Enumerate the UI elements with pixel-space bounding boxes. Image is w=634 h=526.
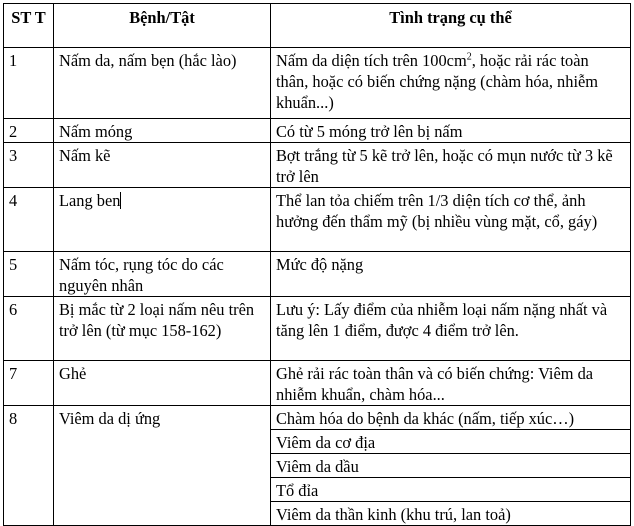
row-stt: 2	[4, 119, 54, 143]
disease-table	[3, 3, 631, 526]
row-condition: Nấm da diện tích trên $100cm^2$, hoặc rải rác toàn thân, hoặc có biến chứng nặng (chàm hóa, nhiễm khuẩn...)	[271, 48, 631, 119]
row-condition: Chàm hóa do bệnh da khác (nấm, tiếp xúc…)	[271, 406, 631, 430]
row-disease: Nấm tóc, rụng tóc do các nguyên nhân	[54, 252, 271, 297]
row-condition: Viêm da dầu	[271, 454, 631, 478]
row-stt: 6	[4, 297, 54, 361]
row-condition: Viêm da thần kinh (khu trú, lan toả)	[271, 502, 631, 526]
row-condition: Bợt trắng từ 5 kẽ trở lên, hoặc có mụn nước từ 3 kẽ trở lên	[271, 143, 631, 188]
row-condition: Có từ 5 móng trở lên bị nấm	[271, 119, 631, 143]
row-disease: Nấm da, nấm bẹn (hắc lào)	[54, 48, 271, 119]
row-condition: Ghẻ rải rác toàn thân và có biến chứng: Viêm da nhiễm khuẩn, chàm hóa...	[271, 361, 631, 406]
table-row	[4, 188, 631, 252]
row-disease: Viêm da dị ứng	[54, 406, 271, 526]
row-condition: Viêm da cơ địa	[271, 430, 631, 454]
row-stt: 3	[4, 143, 54, 188]
row-stt: 7	[4, 361, 54, 406]
header-condition: Tình trạng cụ thể	[271, 4, 631, 48]
table-row	[4, 297, 631, 361]
row-stt: 5	[4, 252, 54, 297]
row-condition: Tổ đỉa	[271, 478, 631, 502]
row-condition: Mức độ nặng	[271, 252, 631, 297]
text-cursor	[120, 192, 121, 209]
table-row	[4, 143, 631, 188]
row-stt: 8	[4, 406, 54, 526]
table-row	[4, 406, 631, 430]
row-disease: Nấm móng	[54, 119, 271, 143]
header-stt: ST T	[4, 4, 54, 48]
row-condition: Thể lan tỏa chiếm trên 1/3 diện tích cơ thể, ảnh hưởng đến thẩm mỹ (bị nhiều vùng mặt, cổ, gáy)	[271, 188, 631, 252]
table-header-row	[4, 4, 631, 48]
row-disease: Bị mắc từ 2 loại nấm nêu trên trở lên (từ mục 158-162)	[54, 297, 271, 361]
row-stt: 1	[4, 48, 54, 119]
row-disease: Nấm kẽ	[54, 143, 271, 188]
table-row	[4, 119, 631, 143]
table-row	[4, 48, 631, 119]
table-row	[4, 252, 631, 297]
header-disease: Bệnh/Tật	[54, 4, 271, 48]
row-disease: Ghẻ	[54, 361, 271, 406]
row-condition: Lưu ý: Lấy điểm của nhiễm loại nấm nặng nhất và tăng lên 1 điểm, được 4 điểm trở lên.	[271, 297, 631, 361]
table-row	[4, 361, 631, 406]
row-stt: 4	[4, 188, 54, 252]
row-disease: Lang ben	[54, 188, 271, 252]
